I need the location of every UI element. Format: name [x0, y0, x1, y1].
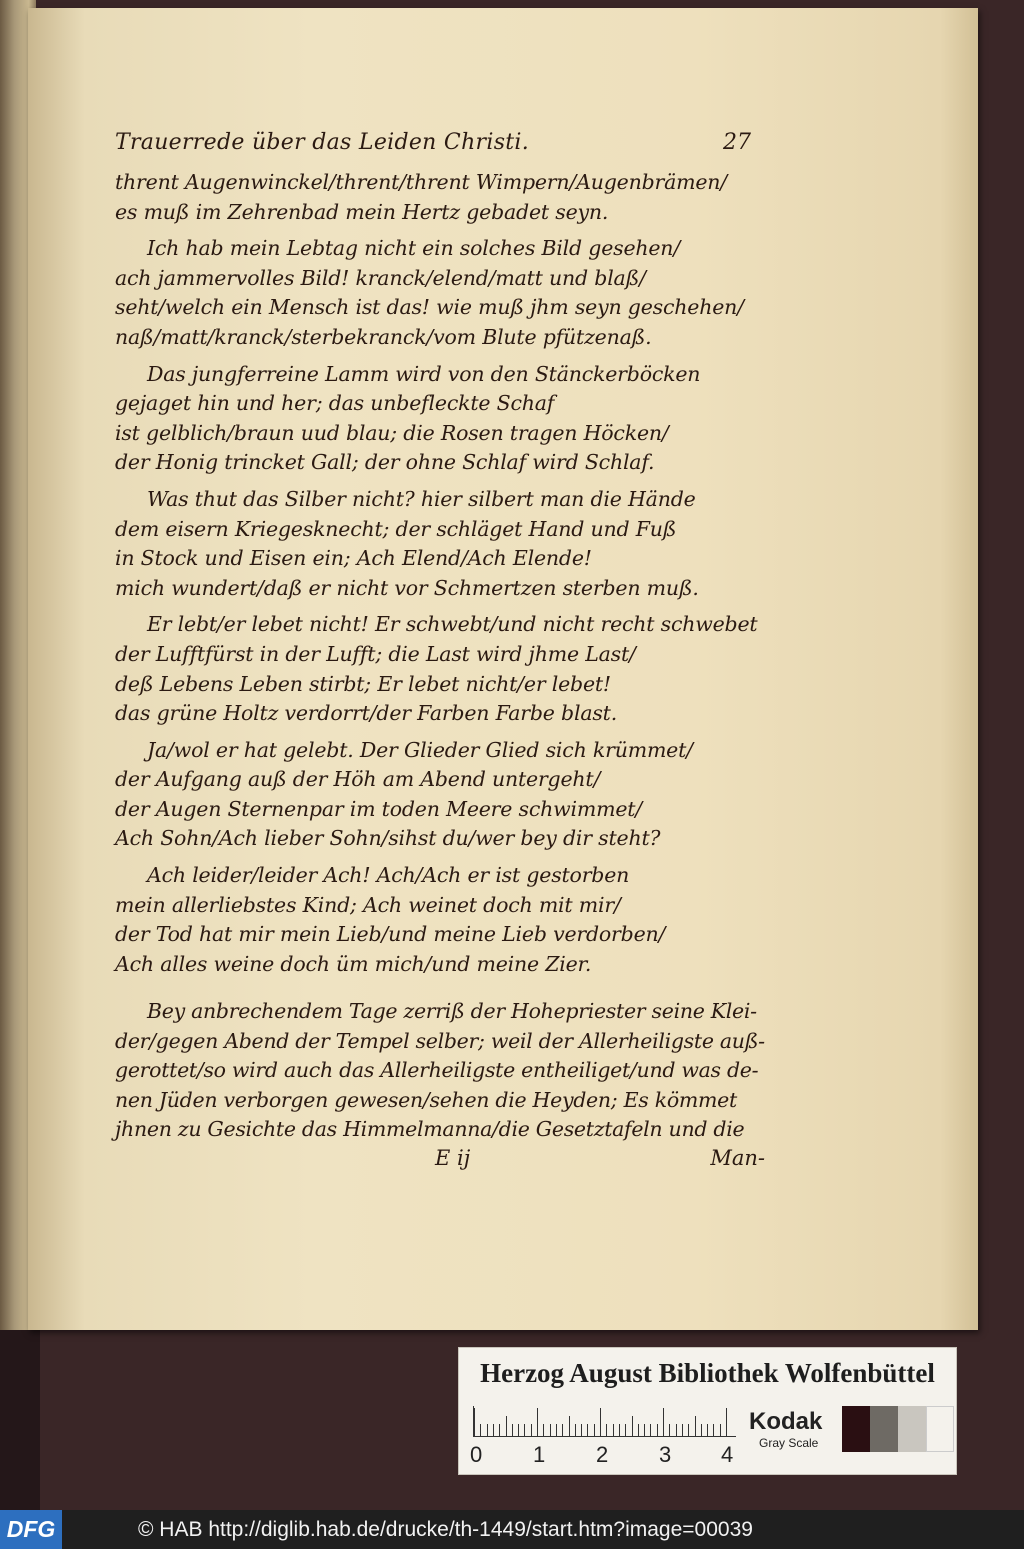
dfg-logo[interactable]: DFG — [0, 1510, 62, 1549]
running-head — [115, 130, 755, 168]
book-page — [28, 8, 978, 1330]
prose-line: jhnen zu Gesichte das Himmelmanna/die Gesetztafeln und die — [115, 1117, 745, 1142]
verse-line: der Augen Sternenpar im toden Meere schwimmet/ — [115, 796, 642, 821]
stanza — [115, 861, 755, 979]
verse-line: der Lufftfürst in der Lufft; die Last wird jhme Last/ — [115, 641, 636, 666]
verse-line: Was thut das Silber nicht? hier silbert man die Hände — [147, 486, 696, 511]
verse-line: thrent Augenwinckel/thrent/thrent Wimpern/Augenbrämen/ — [115, 170, 728, 194]
verse-line: mich wundert/daß er nicht vor Schmertzen sterben muß. — [115, 575, 699, 600]
ruler-number: 3 — [659, 1442, 672, 1467]
stanza — [115, 168, 755, 227]
ruler-tick — [543, 1424, 544, 1436]
verse-line: es muß im Zehrenbad mein Hertz gebadet seyn. — [115, 199, 609, 224]
verse-line: ist gelblich/braun uud blau; die Rosen tragen Höcken/ — [115, 420, 669, 445]
signature-mark: E ij — [435, 1146, 471, 1171]
grayscale-label: Gray Scale — [759, 1436, 819, 1450]
stanza — [115, 736, 755, 854]
ruler-tick — [657, 1424, 658, 1436]
ruler-tick — [499, 1424, 500, 1436]
ruler-tick — [600, 1408, 601, 1436]
ruler-number: 0 — [470, 1442, 483, 1467]
stanza — [115, 360, 755, 478]
ruler-tick — [474, 1408, 475, 1436]
ruler-tick — [594, 1424, 595, 1436]
verse-line: Ja/wol er hat gelebt. Der Glieder Glied sich krümmet/ — [147, 737, 693, 762]
catchword: Man- — [710, 1146, 765, 1171]
spine-shadow — [0, 1330, 40, 1510]
running-title: Trauerrede über das Leiden Christi. — [115, 130, 530, 155]
ruler-tick — [512, 1424, 513, 1436]
verse-line: Ach leider/leider Ach! Ach/Ach er ist gestorben — [147, 863, 630, 888]
page-footer — [115, 1146, 765, 1178]
gray-swatch-white — [926, 1406, 954, 1452]
ruler-tick — [650, 1424, 651, 1436]
verse-line: Er lebt/er lebet nicht! Er schwebt/und nicht recht schwebet — [147, 612, 758, 637]
verse-line: der Honig trincket Gall; der ohne Schlaf wird Schlaf. — [115, 450, 655, 475]
stanza — [115, 485, 755, 603]
ruler-tick — [606, 1424, 607, 1436]
ruler-tick — [688, 1424, 689, 1436]
kodak-logo: Kodak — [749, 1408, 823, 1435]
page-number: 27 — [723, 130, 751, 155]
ruler-tick — [524, 1424, 525, 1436]
verse-line: mein allerliebstes Kind; Ach weinet doch mit mir/ — [115, 892, 621, 917]
gray-swatch-light — [898, 1406, 926, 1452]
stanza — [115, 610, 758, 728]
ruler-tick — [493, 1424, 494, 1436]
page-text-block — [115, 130, 765, 1178]
stanza — [115, 234, 755, 352]
ruler-tick — [701, 1424, 702, 1436]
verse-line: Ach alles weine doch üm mich/und meine Zier. — [115, 951, 592, 976]
ruler-tick — [663, 1408, 664, 1436]
verse-line: ach jammervolles Bild! kranck/elend/matt und blaß/ — [115, 265, 646, 290]
verse-line: Ach Sohn/Ach lieber Sohn/sihst du/wer bey dir steht? — [115, 826, 661, 851]
ruler-tick — [480, 1424, 481, 1436]
ruler-tick — [638, 1424, 639, 1436]
library-color-card — [458, 1347, 957, 1475]
ruler-number: 1 — [533, 1442, 546, 1467]
prose-line: der/gegen Abend der Tempel selber; weil der Allerheiligste auß- — [115, 1028, 765, 1053]
ruler-tick — [695, 1416, 696, 1436]
gray-swatch-mid — [870, 1406, 898, 1452]
ruler-tick — [487, 1424, 488, 1436]
ruler-tick — [581, 1424, 582, 1436]
poem — [115, 168, 758, 979]
verse-line: in Stock und Eisen ein; Ach Elend/Ach Elende! — [115, 546, 592, 571]
verse-line: gejaget hin und her; das unbefleckte Schaf — [115, 391, 555, 416]
prose-paragraph — [115, 997, 765, 1144]
ruler-tick — [575, 1424, 576, 1436]
verse-line: seht/welch ein Mensch ist das! wie muß jhm seyn geschehen/ — [115, 295, 744, 320]
prose-line: gerottet/so wird auch das Allerheiligste entheiliget/und was de- — [115, 1058, 759, 1083]
verse-line: Ich hab mein Lebtag nicht ein solches Bild gesehen/ — [147, 236, 681, 261]
prose-line: nen Jüden verborgen gewesen/sehen die Heyden; Es kömmet — [115, 1087, 737, 1112]
measurement-ruler — [473, 1406, 736, 1437]
source-link[interactable]: © HAB http://diglib.hab.de/drucke/th-1449/start.htm?image=00039 — [138, 1518, 753, 1541]
ruler-number: 2 — [596, 1442, 609, 1467]
ruler-tick — [550, 1424, 551, 1436]
ruler-tick — [556, 1424, 557, 1436]
verse-line: der Tod hat mir mein Lieb/und meine Lieb verdorben/ — [115, 922, 666, 947]
gray-swatch-dark — [842, 1406, 870, 1452]
ruler-tick — [587, 1424, 588, 1436]
ruler-tick — [669, 1424, 670, 1436]
ruler-tick — [569, 1416, 570, 1436]
ruler-tick — [625, 1424, 626, 1436]
ruler-tick — [644, 1424, 645, 1436]
ruler-tick — [676, 1424, 677, 1436]
verse-line: der Aufgang auß der Höh am Abend untergeht/ — [115, 767, 601, 792]
ruler-number: 4 — [721, 1442, 734, 1467]
viewer-footer — [0, 1510, 1024, 1549]
verse-line: naß/matt/kranck/sterbekranck/vom Blute pfützenaß. — [115, 324, 652, 349]
ruler-tick — [537, 1408, 538, 1436]
ruler-tick — [726, 1408, 727, 1436]
ruler-tick — [682, 1424, 683, 1436]
ruler-tick — [720, 1424, 721, 1436]
ruler-tick — [518, 1424, 519, 1436]
verse-line: Das jungferreine Lamm wird von den Stänckerböcken — [147, 361, 701, 386]
verse-line: dem eisern Kriegesknecht; der schläget Hand und Fuß — [115, 516, 677, 541]
ruler-tick — [713, 1424, 714, 1436]
ruler-tick — [531, 1424, 532, 1436]
verse-line: das grüne Holtz verdorrt/der Farben Farbe blast. — [115, 701, 618, 726]
ruler-tick — [506, 1416, 507, 1436]
ruler-tick — [632, 1416, 633, 1436]
library-name: Herzog August Bibliothek Wolfenbüttel — [480, 1358, 935, 1388]
ruler-tick — [562, 1424, 563, 1436]
prose-line: Bey anbrechendem Tage zerriß der Hohepriester seine Klei- — [147, 999, 757, 1024]
ruler-tick — [707, 1424, 708, 1436]
ruler-tick — [619, 1424, 620, 1436]
verse-line: deß Lebens Leben stirbt; Er lebet nicht/er lebet! — [115, 671, 611, 696]
ruler-tick — [613, 1424, 614, 1436]
